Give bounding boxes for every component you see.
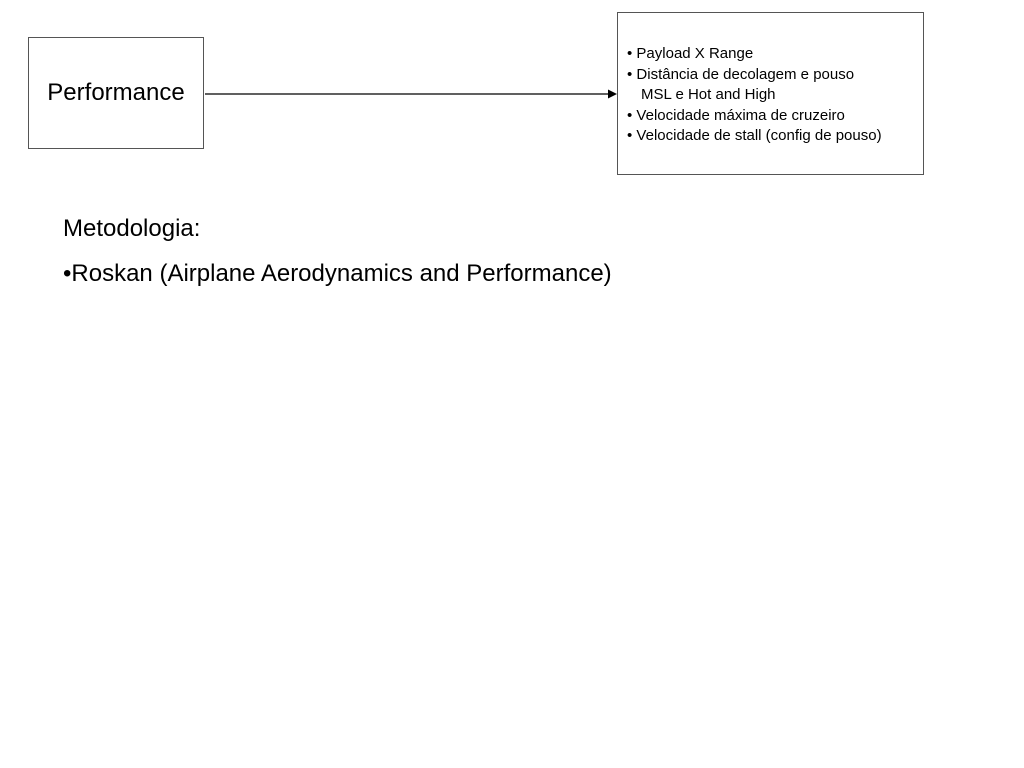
performance-box [28, 37, 204, 149]
criteria-list [627, 44, 923, 147]
methodology-heading: Metodologia: [63, 215, 201, 242]
criteria-item-payload-range: • Payload X Range [627, 45, 754, 62]
criteria-item-max-cruise-speed: • Velocidade máxima de cruzeiro [627, 106, 845, 124]
methodology-section [63, 214, 612, 304]
methodology-item: •Roskan (Airplane Aerodynamics and Performance) [63, 260, 612, 287]
arrowhead-icon [608, 90, 617, 99]
criteria-item-msl-hot-high: MSL e Hot and High [641, 86, 776, 103]
performance-label: Performance [47, 79, 185, 106]
performance-criteria-box [617, 12, 924, 175]
criteria-item-stall-speed: • Velocidade de stall (config de pouso) [627, 127, 882, 144]
criteria-item-takeoff-landing: • Distância de decolagem e pouso [627, 65, 855, 83]
